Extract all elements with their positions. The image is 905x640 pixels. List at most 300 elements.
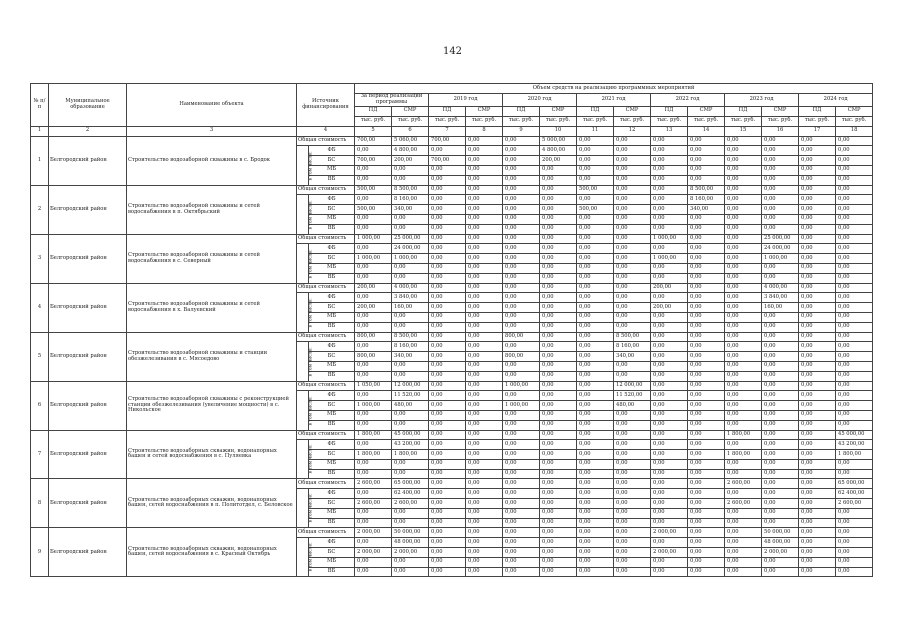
value-cell: 0,00: [540, 459, 577, 469]
value-cell: 0,00: [688, 469, 725, 479]
value-cell: 0,00: [466, 263, 503, 273]
value-cell: 0,00: [725, 165, 762, 175]
header-smr: СМР: [392, 106, 429, 116]
value-cell: 0,00: [651, 450, 688, 460]
value-cell: 0,00: [799, 518, 836, 528]
value-cell: 0,00: [466, 273, 503, 283]
source-cell: Общая стоимость: [297, 185, 355, 195]
value-cell: 0,00: [466, 508, 503, 518]
value-cell: 0,00: [577, 136, 614, 146]
value-cell: 0,00: [466, 528, 503, 538]
value-cell: 0,00: [392, 420, 429, 430]
value-cell: 0,00: [503, 371, 540, 381]
value-cell: 0,00: [466, 312, 503, 322]
value-cell: 5 060,00: [392, 136, 429, 146]
value-cell: 0,00: [762, 499, 799, 509]
value-cell: 0,00: [762, 165, 799, 175]
value-cell: 0,00: [799, 342, 836, 352]
table-row: [31, 430, 873, 440]
value-cell: 0,00: [540, 450, 577, 460]
value-cell: 480,00: [614, 401, 651, 411]
object-cell: Строительство водозаборных скважин, водонапорных башен, сетей водоснабжения в п. Политотдел, с. Беловское: [127, 479, 297, 528]
value-cell: 0,00: [466, 205, 503, 215]
source-cell: БС: [309, 352, 355, 362]
value-cell: 0,00: [651, 293, 688, 303]
value-cell: 65 000,00: [392, 479, 429, 489]
value-cell: 0,00: [503, 234, 540, 244]
in-that-number-cell: [297, 391, 314, 430]
financing-table: [30, 83, 873, 577]
value-cell: 0,00: [503, 195, 540, 205]
in-that-number-cell: [297, 440, 314, 479]
value-cell: 0,00: [355, 175, 392, 185]
value-cell: 0,00: [429, 371, 466, 381]
source-cell: ВБ: [309, 518, 355, 528]
source-cell: ФБ: [309, 146, 355, 156]
source-cell: ВБ: [309, 273, 355, 283]
value-cell: 0,00: [503, 136, 540, 146]
value-cell: 0,00: [540, 293, 577, 303]
municipality-cell: Белгородский район: [49, 381, 127, 430]
value-cell: 0,00: [429, 195, 466, 205]
value-cell: 0,00: [503, 538, 540, 548]
value-cell: 0,00: [540, 332, 577, 342]
value-cell: 0,00: [836, 420, 873, 430]
value-cell: 0,00: [762, 361, 799, 371]
value-cell: 0,00: [540, 263, 577, 273]
value-cell: 0,00: [836, 322, 873, 332]
value-cell: 0,00: [799, 450, 836, 460]
value-cell: 0,00: [466, 224, 503, 234]
source-cell: ВБ: [309, 371, 355, 381]
value-cell: 0,00: [725, 548, 762, 558]
value-cell: 0,00: [725, 263, 762, 273]
value-cell: 0,00: [614, 254, 651, 264]
value-cell: 0,00: [836, 165, 873, 175]
value-cell: 0,00: [836, 352, 873, 362]
value-cell: 0,00: [651, 136, 688, 146]
header-municipality: Муниципальное образование: [49, 84, 127, 127]
value-cell: 0,00: [355, 342, 392, 352]
value-cell: 0,00: [836, 401, 873, 411]
header-unit: тыс. руб.: [688, 116, 725, 126]
value-cell: 0,00: [762, 371, 799, 381]
value-cell: 0,00: [503, 479, 540, 489]
value-cell: 0,00: [762, 508, 799, 518]
value-cell: 0,00: [503, 342, 540, 352]
value-cell: 0,00: [725, 508, 762, 518]
value-cell: 0,00: [651, 479, 688, 489]
value-cell: 0,00: [836, 234, 873, 244]
value-cell: 0,00: [725, 489, 762, 499]
value-cell: 2 000,00: [355, 528, 392, 538]
value-cell: 0,00: [836, 391, 873, 401]
value-cell: 0,00: [614, 508, 651, 518]
value-cell: 200,00: [651, 283, 688, 293]
value-cell: 0,00: [651, 165, 688, 175]
in-that-number-label: в том числе:: [308, 395, 314, 425]
value-cell: 0,00: [762, 489, 799, 499]
value-cell: 0,00: [577, 371, 614, 381]
value-cell: 0,00: [429, 224, 466, 234]
in-that-number-label: в том числе:: [308, 151, 314, 180]
value-cell: 0,00: [836, 410, 873, 420]
value-cell: 0,00: [355, 214, 392, 224]
value-cell: 0,00: [392, 557, 429, 567]
value-cell: 0,00: [429, 214, 466, 224]
value-cell: 0,00: [577, 459, 614, 469]
value-cell: 0,00: [688, 175, 725, 185]
value-cell: 0,00: [540, 557, 577, 567]
value-cell: 0,00: [799, 303, 836, 313]
column-number: 3: [127, 126, 297, 136]
value-cell: 200,00: [355, 283, 392, 293]
value-cell: 0,00: [355, 410, 392, 420]
value-cell: 0,00: [540, 195, 577, 205]
value-cell: 0,00: [762, 557, 799, 567]
source-cell: Общая стоимость: [297, 283, 355, 293]
value-cell: 0,00: [614, 293, 651, 303]
value-cell: 0,00: [836, 508, 873, 518]
value-cell: 0,00: [651, 440, 688, 450]
table-row: [31, 283, 873, 293]
value-cell: 0,00: [429, 401, 466, 411]
value-cell: 0,00: [466, 371, 503, 381]
header-unit: тыс. руб.: [577, 116, 614, 126]
value-cell: 0,00: [503, 469, 540, 479]
value-cell: 0,00: [355, 273, 392, 283]
value-cell: 0,00: [614, 303, 651, 313]
value-cell: 0,00: [799, 381, 836, 391]
value-cell: 0,00: [799, 263, 836, 273]
value-cell: 0,00: [577, 440, 614, 450]
header-unit: тыс. руб.: [355, 116, 392, 126]
value-cell: 0,00: [577, 548, 614, 558]
column-number: 13: [651, 126, 688, 136]
value-cell: 1 000,00: [651, 234, 688, 244]
value-cell: 0,00: [503, 508, 540, 518]
value-cell: 0,00: [577, 273, 614, 283]
municipality-cell: Белгородский район: [49, 234, 127, 283]
value-cell: 0,00: [799, 185, 836, 195]
value-cell: 0,00: [429, 175, 466, 185]
value-cell: 0,00: [503, 430, 540, 440]
value-cell: 0,00: [799, 332, 836, 342]
value-cell: 0,00: [651, 371, 688, 381]
value-cell: 700,00: [429, 136, 466, 146]
value-cell: 0,00: [392, 508, 429, 518]
value-cell: 0,00: [836, 205, 873, 215]
value-cell: 0,00: [614, 214, 651, 224]
value-cell: 0,00: [577, 244, 614, 254]
value-cell: 0,00: [577, 499, 614, 509]
header-year: 2019 год: [429, 94, 503, 107]
in-that-number-cell: [297, 342, 314, 381]
value-cell: 0,00: [503, 322, 540, 332]
value-cell: 0,00: [466, 322, 503, 332]
value-cell: 0,00: [688, 303, 725, 313]
value-cell: 0,00: [503, 293, 540, 303]
value-cell: 0,00: [651, 469, 688, 479]
source-cell: Общая стоимость: [297, 381, 355, 391]
value-cell: 0,00: [614, 146, 651, 156]
object-cell: Строительство водозаборной скважины и сетей водоснабжения в х. Валуевский: [127, 283, 297, 332]
header-smr: СМР: [466, 106, 503, 116]
header-source: Источник финансирования: [297, 84, 355, 127]
value-cell: 0,00: [799, 391, 836, 401]
value-cell: 0,00: [836, 528, 873, 538]
value-cell: 0,00: [429, 489, 466, 499]
value-cell: 0,00: [355, 538, 392, 548]
value-cell: 0,00: [725, 381, 762, 391]
value-cell: 0,00: [651, 185, 688, 195]
header-pd: ПД: [725, 106, 762, 116]
value-cell: 0,00: [688, 214, 725, 224]
header-pd: ПД: [651, 106, 688, 116]
value-cell: 0,00: [429, 361, 466, 371]
source-cell: БС: [309, 548, 355, 558]
value-cell: 0,00: [577, 224, 614, 234]
value-cell: 0,00: [577, 430, 614, 440]
value-cell: 8 160,00: [392, 342, 429, 352]
column-number: 9: [503, 126, 540, 136]
value-cell: 1 000,00: [503, 381, 540, 391]
value-cell: 0,00: [577, 175, 614, 185]
value-cell: 0,00: [466, 195, 503, 205]
value-cell: 0,00: [725, 234, 762, 244]
value-cell: 0,00: [392, 273, 429, 283]
in-that-number-cell: [297, 244, 314, 283]
value-cell: 0,00: [355, 518, 392, 528]
value-cell: 0,00: [577, 538, 614, 548]
value-cell: 0,00: [688, 244, 725, 254]
value-cell: 8 160,00: [688, 195, 725, 205]
column-number: 7: [429, 126, 466, 136]
value-cell: 0,00: [540, 381, 577, 391]
column-number: 15: [725, 126, 762, 136]
value-cell: 1 000,00: [355, 254, 392, 264]
value-cell: 48 000,00: [762, 538, 799, 548]
value-cell: 0,00: [762, 430, 799, 440]
value-cell: 0,00: [651, 332, 688, 342]
value-cell: 0,00: [355, 293, 392, 303]
value-cell: 0,00: [466, 136, 503, 146]
value-cell: 0,00: [614, 459, 651, 469]
value-cell: 0,00: [836, 293, 873, 303]
value-cell: 0,00: [392, 322, 429, 332]
value-cell: 0,00: [614, 195, 651, 205]
value-cell: 24 000,00: [762, 244, 799, 254]
value-cell: 700,00: [355, 136, 392, 146]
value-cell: 43 200,00: [392, 440, 429, 450]
value-cell: 0,00: [429, 254, 466, 264]
value-cell: 0,00: [540, 361, 577, 371]
value-cell: 0,00: [503, 391, 540, 401]
value-cell: 0,00: [355, 508, 392, 518]
value-cell: 0,00: [466, 489, 503, 499]
value-cell: 0,00: [429, 557, 466, 567]
value-cell: 0,00: [688, 293, 725, 303]
value-cell: 0,00: [688, 381, 725, 391]
value-cell: 0,00: [614, 156, 651, 166]
value-cell: 0,00: [577, 322, 614, 332]
value-cell: 2 600,00: [725, 479, 762, 489]
source-cell: Общая стоимость: [297, 430, 355, 440]
value-cell: 0,00: [688, 263, 725, 273]
value-cell: 0,00: [614, 518, 651, 528]
value-cell: 0,00: [688, 352, 725, 362]
value-cell: 0,00: [429, 312, 466, 322]
value-cell: 160,00: [392, 303, 429, 313]
municipality-cell: Белгородский район: [49, 479, 127, 528]
value-cell: 0,00: [725, 538, 762, 548]
value-cell: 0,00: [725, 303, 762, 313]
value-cell: 0,00: [651, 489, 688, 499]
value-cell: 0,00: [799, 440, 836, 450]
value-cell: 2 000,00: [355, 548, 392, 558]
in-that-number-cell: [297, 293, 314, 332]
value-cell: 0,00: [355, 312, 392, 322]
header-object: Наименование объекта: [127, 84, 297, 127]
in-that-number-cell: [297, 489, 314, 528]
value-cell: 0,00: [614, 420, 651, 430]
value-cell: 0,00: [614, 440, 651, 450]
value-cell: 0,00: [503, 263, 540, 273]
value-cell: 0,00: [577, 557, 614, 567]
value-cell: 0,00: [429, 283, 466, 293]
value-cell: 0,00: [836, 244, 873, 254]
value-cell: 200,00: [651, 303, 688, 313]
value-cell: 0,00: [614, 263, 651, 273]
source-cell: БС: [309, 499, 355, 509]
value-cell: 0,00: [503, 303, 540, 313]
column-number: 6: [392, 126, 429, 136]
value-cell: 0,00: [799, 557, 836, 567]
value-cell: 160,00: [762, 303, 799, 313]
value-cell: 12 000,00: [614, 381, 651, 391]
value-cell: 200,00: [540, 156, 577, 166]
value-cell: 0,00: [503, 518, 540, 528]
value-cell: 0,00: [429, 381, 466, 391]
source-cell: Общая стоимость: [297, 332, 355, 342]
value-cell: 0,00: [392, 371, 429, 381]
value-cell: 0,00: [836, 567, 873, 577]
header-pd: ПД: [429, 106, 466, 116]
value-cell: 0,00: [799, 528, 836, 538]
value-cell: 0,00: [614, 450, 651, 460]
value-cell: 0,00: [577, 293, 614, 303]
value-cell: 0,00: [799, 273, 836, 283]
value-cell: 0,00: [836, 518, 873, 528]
value-cell: 0,00: [466, 332, 503, 342]
value-cell: 0,00: [688, 528, 725, 538]
row-number: 3: [31, 234, 49, 283]
value-cell: 50 000,00: [762, 528, 799, 538]
value-cell: 0,00: [725, 410, 762, 420]
value-cell: 0,00: [614, 469, 651, 479]
value-cell: 0,00: [799, 430, 836, 440]
header-year: 2024 год: [799, 94, 873, 107]
value-cell: 0,00: [429, 165, 466, 175]
value-cell: 800,00: [355, 352, 392, 362]
value-cell: 1 800,00: [725, 430, 762, 440]
value-cell: 0,00: [392, 224, 429, 234]
value-cell: 0,00: [651, 567, 688, 577]
value-cell: 4 000,00: [762, 283, 799, 293]
value-cell: 0,00: [503, 410, 540, 420]
value-cell: 0,00: [651, 205, 688, 215]
object-cell: Строительство водозаборных скважин, водонапорных башен, сетей водоснабжения в с. Красный Октябрь: [127, 528, 297, 577]
value-cell: 0,00: [762, 381, 799, 391]
value-cell: 0,00: [429, 420, 466, 430]
value-cell: 11 520,00: [614, 391, 651, 401]
value-cell: 0,00: [688, 499, 725, 509]
value-cell: 0,00: [392, 312, 429, 322]
in-that-number-label: в том числе:: [308, 542, 314, 572]
value-cell: 700,00: [355, 156, 392, 166]
value-cell: 0,00: [466, 156, 503, 166]
value-cell: 0,00: [651, 430, 688, 440]
value-cell: 0,00: [688, 401, 725, 411]
value-cell: 0,00: [725, 371, 762, 381]
header-no: № п/п: [31, 84, 49, 127]
value-cell: 0,00: [466, 146, 503, 156]
source-cell: МБ: [309, 214, 355, 224]
column-number: 4: [297, 126, 355, 136]
value-cell: 0,00: [540, 508, 577, 518]
source-cell: ФБ: [309, 244, 355, 254]
value-cell: 3 840,00: [762, 293, 799, 303]
value-cell: 0,00: [392, 518, 429, 528]
value-cell: 0,00: [614, 489, 651, 499]
value-cell: 0,00: [466, 303, 503, 313]
value-cell: 0,00: [503, 283, 540, 293]
municipality-cell: Белгородский район: [49, 528, 127, 577]
value-cell: 0,00: [651, 146, 688, 156]
value-cell: 0,00: [540, 254, 577, 264]
value-cell: 0,00: [651, 361, 688, 371]
column-number: 16: [762, 126, 799, 136]
value-cell: 0,00: [540, 420, 577, 430]
value-cell: 0,00: [799, 156, 836, 166]
value-cell: 0,00: [799, 293, 836, 303]
value-cell: 0,00: [651, 342, 688, 352]
value-cell: 0,00: [392, 459, 429, 469]
value-cell: 0,00: [355, 165, 392, 175]
value-cell: 0,00: [651, 273, 688, 283]
value-cell: 0,00: [725, 273, 762, 283]
value-cell: 0,00: [688, 420, 725, 430]
header-unit: тыс. руб.: [614, 116, 651, 126]
value-cell: 0,00: [503, 499, 540, 509]
value-cell: 0,00: [725, 175, 762, 185]
value-cell: 0,00: [799, 283, 836, 293]
header-smr: СМР: [836, 106, 873, 116]
source-cell: ФБ: [309, 538, 355, 548]
value-cell: 0,00: [577, 528, 614, 538]
value-cell: 0,00: [836, 185, 873, 195]
value-cell: 0,00: [614, 361, 651, 371]
value-cell: 0,00: [614, 165, 651, 175]
in-that-number-label: в том числе:: [308, 297, 314, 327]
value-cell: 0,00: [799, 401, 836, 411]
value-cell: 800,00: [503, 352, 540, 362]
value-cell: 0,00: [725, 283, 762, 293]
value-cell: 0,00: [651, 214, 688, 224]
table-row: [31, 479, 873, 489]
value-cell: 0,00: [466, 557, 503, 567]
header-unit: тыс. руб.: [540, 116, 577, 126]
